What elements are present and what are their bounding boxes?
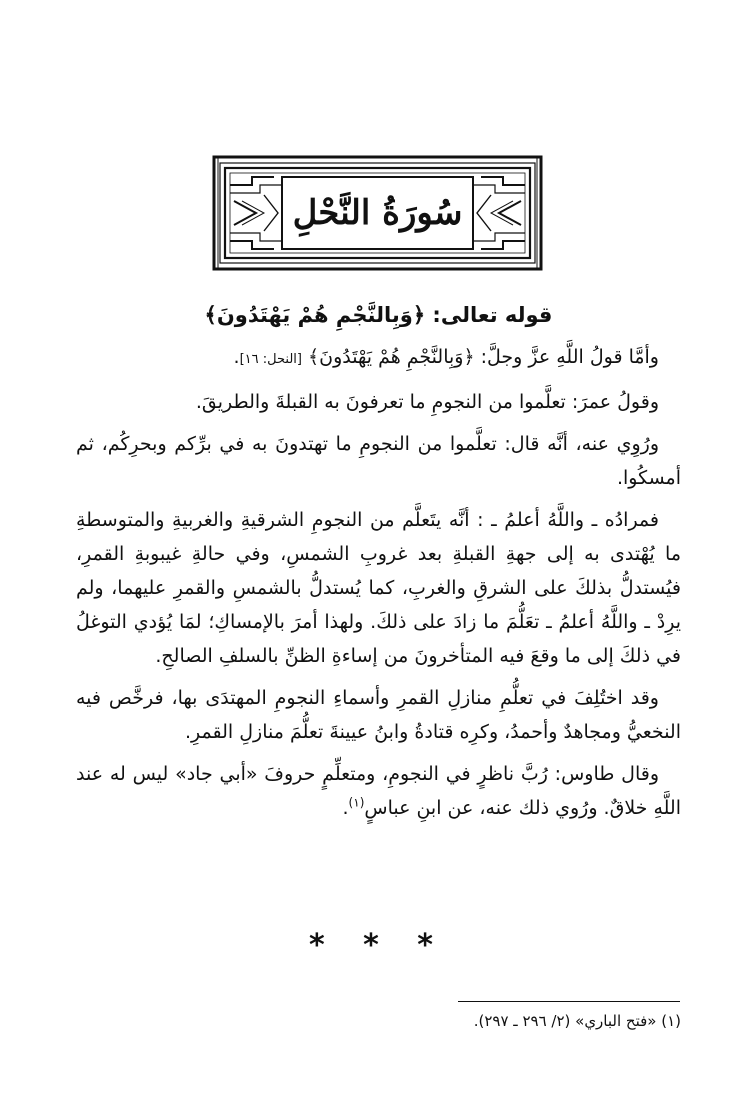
- surah-title: سُورَةُ النَّحْلِ: [292, 193, 463, 233]
- paragraph-5: وقد اختُلِفَ في تعلُّمِ منازلِ القمرِ وأسماءِ النجومِ المهتدَى بها، فرخَّص فيه النخعيُّ ومجاهدٌ وأحمدُ، وكرِه قتادةُ وابنُ عيينةَ تعلُّمَ منازلِ القمرِ.: [76, 687, 681, 743]
- paragraph-2: وقولُ عمرَ: تعلَّموا من النجومِ ما تعرفونَ به القبلةَ والطريقَ.: [195, 391, 659, 413]
- paragraph-3: ورُوِي عنه، أنَّه قال: تعلَّموا من النجومِ ما تهتدونَ به في برِّكم وبحرِكُم، ثم أمسكُوا.: [76, 433, 681, 489]
- paragraph-6: وقال طاوس: رُبَّ ناظرٍ في النجومِ، ومتعلِّمٍ حروفَ «أبي جاد» ليس له عند اللَّهِ خلاقٌ. ورُوي ذلك عنه، عن ابنِ عباسٍ$^{(١)}$.: [76, 763, 681, 819]
- paragraph-4: فمرادُه ـ واللَّهُ أعلمُ ـ : أنَّه يتَعلَّم من النجومِ الشرقيةِ والغربيةِ والمتوسطةِ ما يُهْتدى به إلى جهةِ القبلةِ بعد غروبِ الشمسِ، وفي حالةِ غيبوبةِ القمرِ، فيُستدلُّ بذلكَ على الشرقِ والغربِ، كما يُستدلُّ بالشمسِ والقمرِ عليهما، ولم يرِدْ ـ واللَّهُ أعلمُ ـ تعَلُّمَ ما زادَ على ذلكَ. ولهذا أمرَ بالإمساكِ؛ لمَا يُؤدي التوغلُ في ذلكَ إلى ما وقعَ فيه المتأخرونَ من إساءةِ الظنِّ بالسلفِ الصالحِ.: [76, 509, 681, 667]
- section-heading: قوله تعالى: ﴿وَبِالنَّجْمِ هُمْ يَهْتَدُونَ﴾: [204, 303, 553, 327]
- footnote-rule: [458, 1001, 680, 1002]
- section-separator: * * *: [309, 928, 447, 963]
- footnote-ref: (١): [348, 795, 365, 810]
- body-text: [76, 340, 681, 833]
- footnote: (١) «فتح الباري» (٢/ ٢٩٦ ـ ٢٩٧).: [473, 1012, 681, 1030]
- paragraph-1: وأمَّا قولُ اللَّهِ عزَّ وجلَّ: ﴿وَبِالنَّجْمِ هُمْ يَهْتَدُونَ﴾ [النحل: ١٦].: [233, 346, 659, 368]
- surah-title-frame: [212, 155, 543, 271]
- quran-citation: [النحل: ١٦]: [239, 352, 302, 367]
